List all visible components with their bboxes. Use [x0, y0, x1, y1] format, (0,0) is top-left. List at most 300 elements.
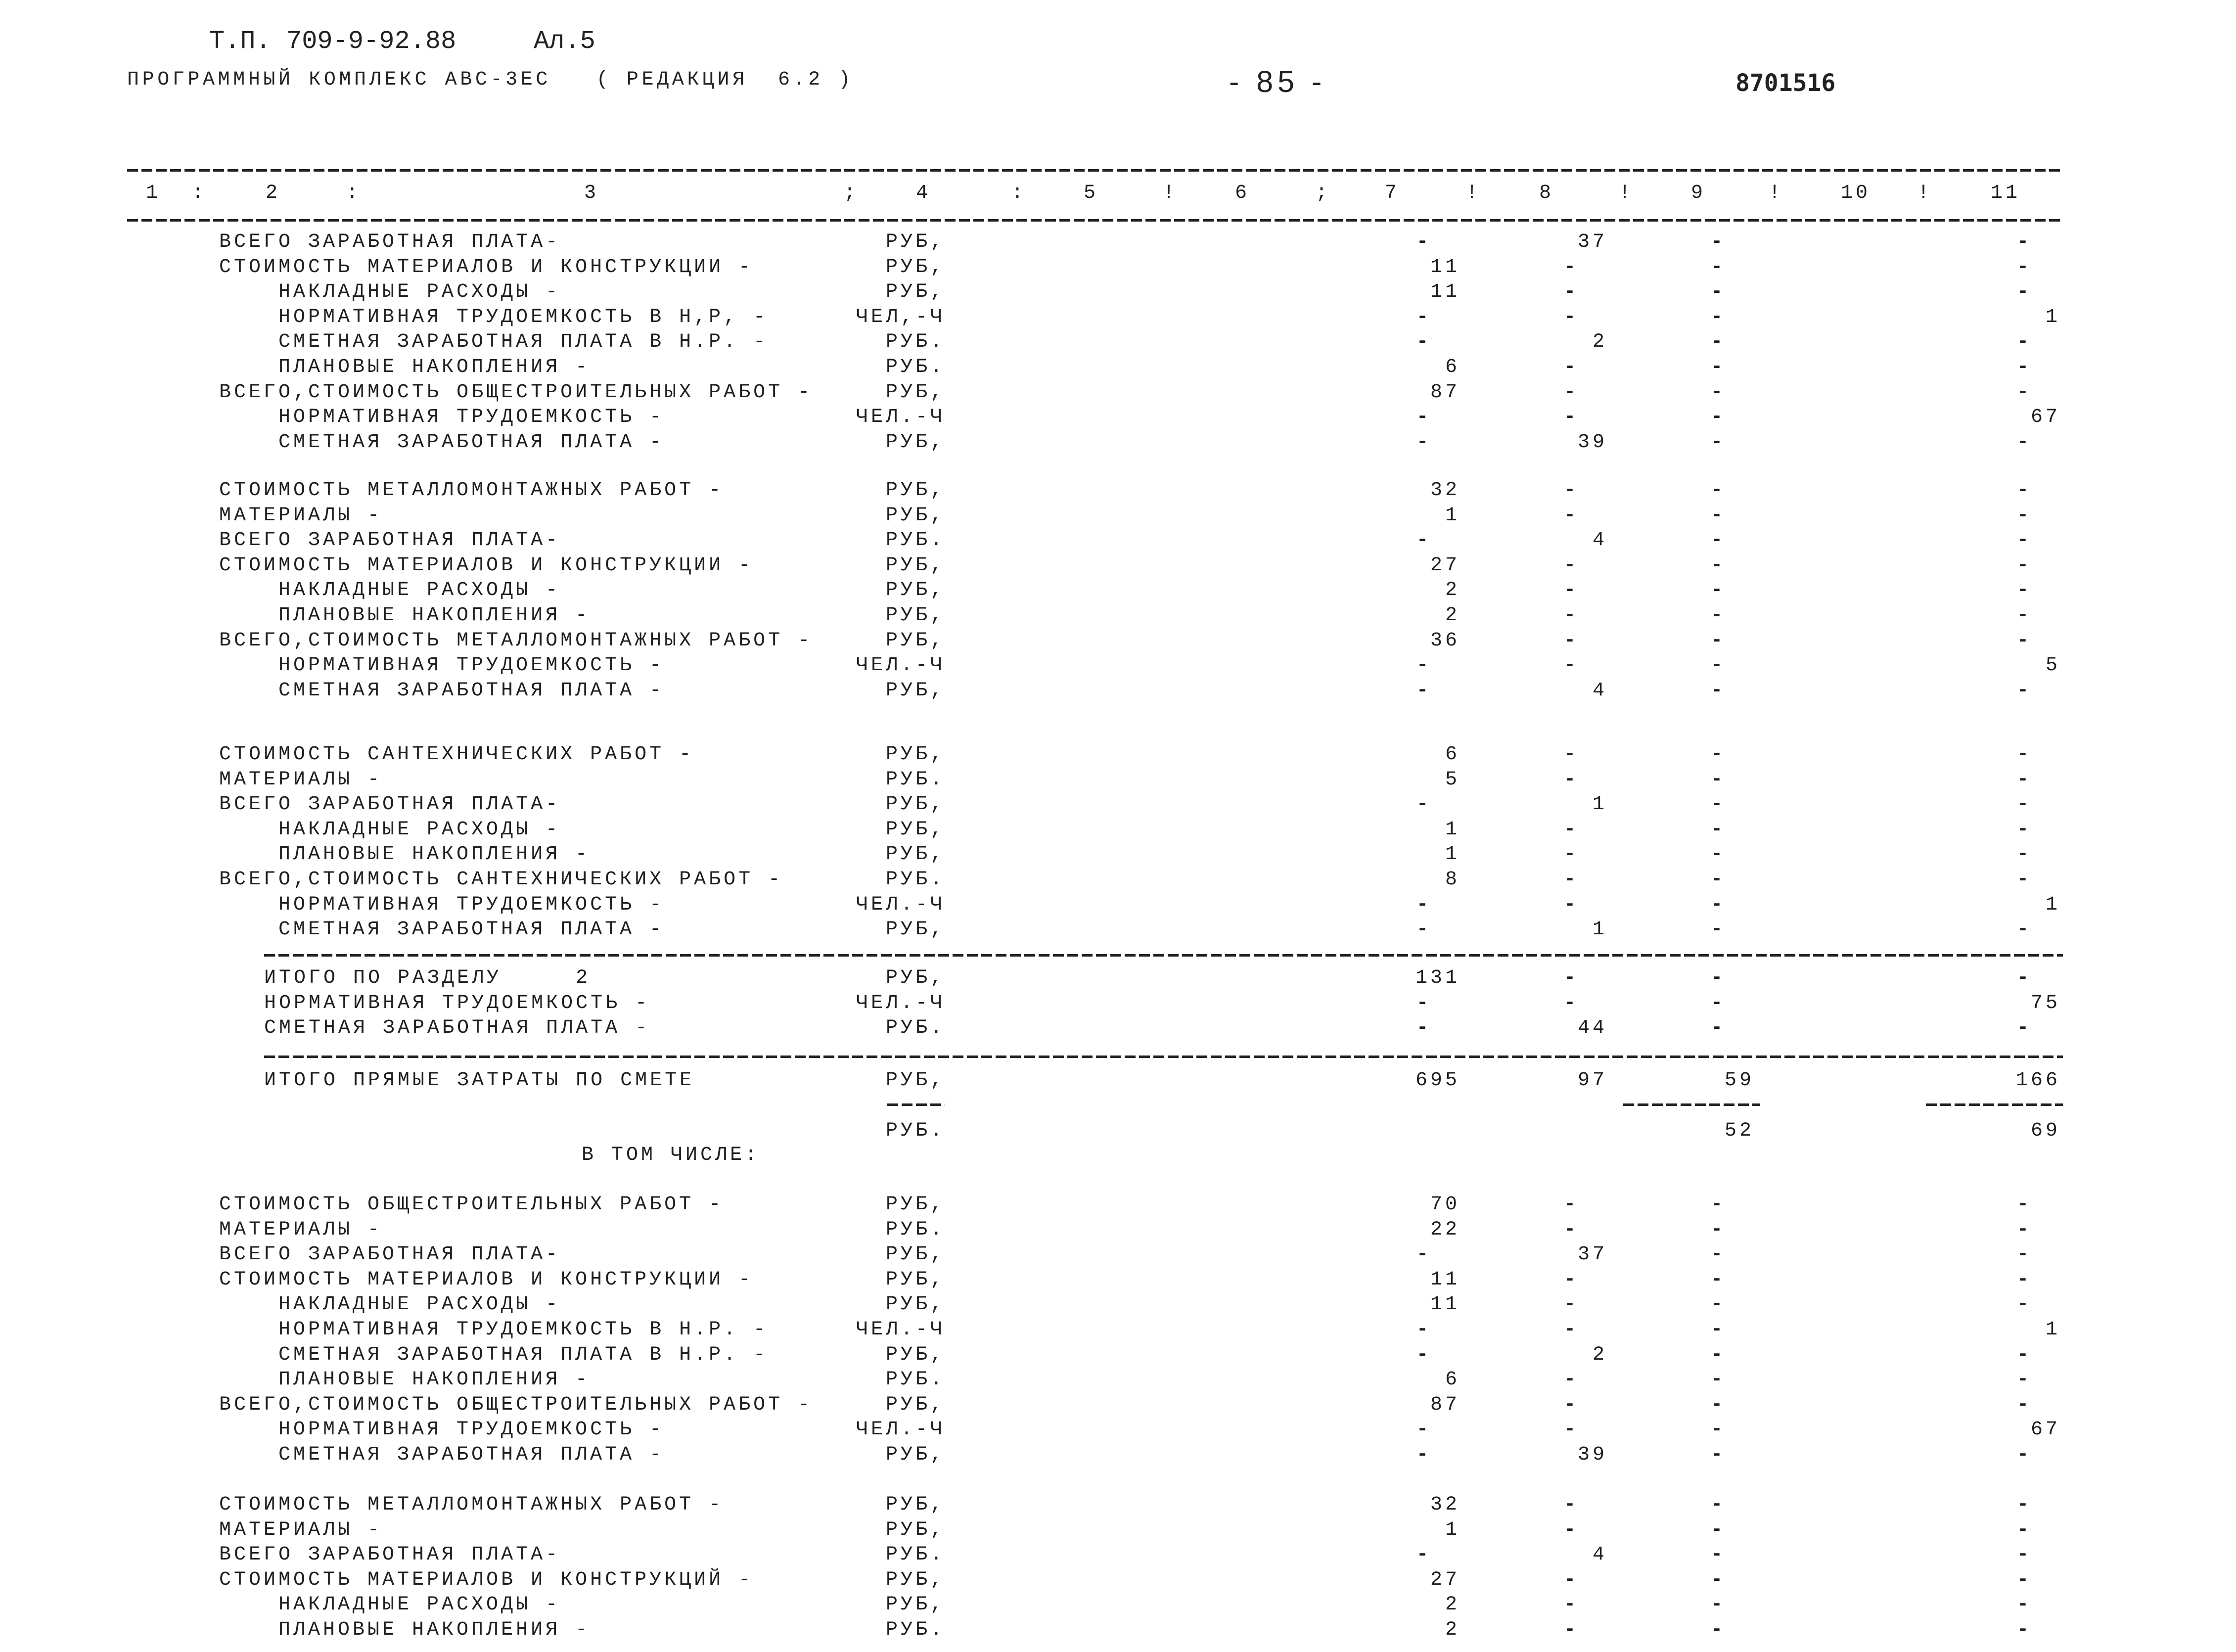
software-line: ПРОГРАММНЫЙ КОМПЛЕКС АВС-3ЕС ( РЕДАКЦИЯ 6.2 ): [127, 69, 854, 91]
row-unit: РУБ,: [885, 967, 945, 989]
col-7-value: 2: [1445, 1594, 1460, 1616]
col-8-value: -: [1563, 381, 1579, 404]
col-9-value: -: [1710, 479, 1726, 502]
row-unit: РУБ.: [885, 1618, 945, 1641]
col-8-value: -: [1563, 281, 1579, 304]
col-9-value: -: [1710, 604, 1726, 627]
table-row: [0, 1218, 2236, 1243]
col-11-value: -: [2016, 554, 2032, 577]
row-unit: РУБ,: [885, 281, 945, 304]
col-9-value: -: [1710, 504, 1726, 527]
row-unit: ЧЕЛ.-Ч: [856, 1318, 945, 1341]
col-8-value: -: [1563, 356, 1579, 378]
table-row: [0, 1368, 2236, 1393]
col-9-value: -: [1710, 992, 1726, 1014]
column-number-5: 5: [1084, 182, 1099, 204]
col-8-value: -: [1563, 992, 1579, 1014]
col-9-value: -: [1710, 1568, 1726, 1591]
col-9-value: -: [1710, 843, 1726, 866]
row-unit: РУБ,: [885, 1343, 945, 1366]
col-9-value: -: [1710, 967, 1726, 989]
col-9-value: -: [1710, 1268, 1726, 1291]
col-8-value: -: [1563, 818, 1579, 841]
row-unit: РУБ,: [885, 793, 945, 816]
col-9-value: -: [1710, 918, 1726, 941]
col-11-value: 1: [2045, 306, 2060, 328]
col-11-value: -: [2016, 431, 2032, 454]
table-row: [0, 280, 2236, 305]
row-label: СМЕТНАЯ ЗАРАБОТНАЯ ПЛАТА В Н.Р. -: [278, 331, 769, 354]
table-row: [0, 966, 2236, 991]
table-row: [0, 478, 2236, 504]
table-row: [0, 679, 2236, 704]
col-11-value: -: [2016, 579, 2032, 602]
col-8-value: 1: [1592, 918, 1607, 941]
header-bottom-rule: [127, 219, 2063, 222]
column-separator: !: [1619, 182, 1634, 204]
header-top-rule: [127, 169, 2063, 172]
col-11-value: -: [2016, 679, 2032, 702]
col-7-value: -: [1416, 1419, 1431, 1441]
col-11-value: -: [2016, 504, 2032, 527]
row-label: НОРМАТИВНАЯ ТРУДОЕМКОСТЬ -: [278, 406, 665, 429]
row-label: СТОИМОСТЬ МЕТАЛЛОМОНТАЖНЫХ РАБОТ -: [219, 479, 724, 502]
column-separator: :: [346, 182, 362, 204]
col-9-value: -: [1710, 1369, 1726, 1391]
row-unit: РУБ.: [885, 868, 945, 891]
col-9-value: -: [1710, 893, 1726, 916]
column-separator: !: [1917, 182, 1933, 204]
col-11-value: -: [2016, 768, 2032, 791]
row-label: СТОИМОСТЬ МАТЕРИАЛОВ И КОНСТРУКЦИЙ -: [219, 1568, 754, 1591]
col-8-value: -: [1563, 554, 1579, 577]
col-7-value: 2: [1445, 604, 1460, 627]
col-9-value: -: [1710, 331, 1726, 354]
col-9-value: -: [1710, 306, 1726, 328]
col-11-value: 1: [2045, 893, 2060, 916]
row-unit: РУБ,: [885, 1494, 945, 1516]
row-unit: РУБ,: [885, 818, 945, 841]
col-9-value: -: [1710, 529, 1726, 552]
col-9-value: -: [1710, 1494, 1726, 1516]
col-8-value: -: [1563, 1518, 1579, 1541]
row-unit: ЧЕЛ.-Ч: [856, 893, 945, 916]
col-8-value: -: [1563, 967, 1579, 989]
table-row: [0, 380, 2236, 406]
row-unit: РУБ,: [885, 554, 945, 577]
col-8-value: -: [1563, 768, 1579, 791]
col-7-value: 6: [1445, 1369, 1460, 1391]
col-7-value: 36: [1430, 629, 1460, 652]
table-row: [0, 768, 2236, 793]
row-unit: РУБ,: [885, 256, 945, 278]
row-unit: РУБ,: [885, 231, 945, 253]
col-8-value: -: [1563, 1419, 1579, 1441]
block-metal-installation-included: [0, 1493, 2236, 1643]
col-8-value: 1: [1592, 793, 1607, 816]
row-label: НАКЛАДНЫЕ РАСХОДЫ -: [278, 1594, 561, 1616]
col-7-value: 1: [1445, 818, 1460, 841]
column-separator: :: [1011, 182, 1027, 204]
col-11-value: 67: [2030, 1419, 2060, 1441]
row-unit: РУБ.: [885, 1369, 945, 1391]
table-row: [0, 893, 2236, 918]
col-11-value: -: [2016, 1017, 2032, 1040]
row-unit: РУБ,: [885, 1443, 945, 1466]
col-8-value: -: [1563, 1318, 1579, 1341]
col-7-value: 6: [1445, 743, 1460, 766]
col-11-value: -: [2016, 331, 2032, 354]
row-label: СТОИМОСТЬ МАТЕРИАЛОВ И КОНСТРУКЦИИ -: [219, 554, 754, 577]
col-7-value: -: [1416, 1443, 1431, 1466]
col-8-value: -: [1563, 504, 1579, 527]
col-7-value: -: [1416, 793, 1431, 816]
row-label: ПЛАНОВЫЕ НАКОПЛЕНИЯ -: [278, 1369, 591, 1391]
row-unit: РУБ,: [885, 1069, 945, 1092]
table-row: [0, 818, 2236, 843]
col-11-value: -: [2016, 1268, 2032, 1291]
album-number: Ал.5: [534, 27, 595, 56]
row-label: СТОИМОСТЬ САНТЕХНИЧЕСКИХ РАБОТ -: [219, 743, 694, 766]
col-7-value: 2: [1445, 1618, 1460, 1641]
col-11-value: -: [2016, 356, 2032, 378]
col-8-value: -: [1563, 1293, 1579, 1316]
col-9-value: -: [1710, 743, 1726, 766]
row-label: СМЕТНАЯ ЗАРАБОТНАЯ ПЛАТА -: [264, 1017, 650, 1040]
col-8-value: -: [1563, 256, 1579, 278]
col-11-value: -: [2016, 1494, 2032, 1516]
table-row: [0, 1393, 2236, 1418]
row-label: НАКЛАДНЫЕ РАСХОДЫ -: [278, 1293, 561, 1316]
col-8-value: -: [1563, 1393, 1579, 1416]
col-9-value: -: [1710, 356, 1726, 378]
col-11-value: -: [2016, 381, 2032, 404]
row-unit: РУБ.: [885, 1017, 945, 1040]
col-8-value: -: [1563, 579, 1579, 602]
col-9-value: -: [1710, 1393, 1726, 1416]
table-row: [0, 742, 2236, 768]
table-row: [0, 528, 2236, 553]
col-8-value: -: [1563, 893, 1579, 916]
column-number-7: 7: [1385, 182, 1400, 204]
col-11-value: -: [2016, 281, 2032, 304]
col-11-value: -: [2016, 1343, 2032, 1366]
row-unit: РУБ,: [885, 1393, 945, 1416]
col-9-value: -: [1710, 679, 1726, 702]
col-11-value: -: [2016, 1218, 2032, 1241]
row-label: МАТЕРИАЛЫ -: [219, 768, 383, 791]
row-unit: РУБ.: [885, 356, 945, 378]
col-7-value: -: [1416, 331, 1431, 354]
col-7-value: -: [1416, 992, 1431, 1014]
direct-costs-rule: [264, 1055, 2063, 1058]
col-11-value: -: [2016, 479, 2032, 502]
row-label: НОРМАТИВНАЯ ТРУДОЕМКОСТЬ В Н,Р, -: [278, 306, 769, 328]
col-8-value: -: [1563, 1494, 1579, 1516]
col-11-value: -: [2016, 1618, 2032, 1641]
table-row: [0, 1543, 2236, 1568]
table-row: [0, 330, 2236, 355]
col-8-value: -: [1563, 406, 1579, 429]
col-9-value: -: [1710, 1218, 1726, 1241]
col-7-value: 6: [1445, 356, 1460, 378]
col-7-value: -: [1416, 231, 1431, 253]
block-general-works-continued: [0, 230, 2236, 455]
row-label: СМЕТНАЯ ЗАРАБОТНАЯ ПЛАТА В Н.Р. -: [278, 1343, 769, 1366]
row-unit: РУБ,: [885, 1243, 945, 1266]
row-label: ВСЕГО ЗАРАБОТНАЯ ПЛАТА-: [219, 1243, 561, 1266]
row-label: СТОИМОСТЬ МАТЕРИАЛОВ И КОНСТРУКЦИИ -: [219, 1268, 754, 1291]
col-8-value: -: [1563, 1193, 1579, 1216]
col-8-value: -: [1563, 1268, 1579, 1291]
col-7-value: 22: [1430, 1218, 1460, 1241]
row-label: МАТЕРИАЛЫ -: [219, 504, 383, 527]
row-unit: РУБ,: [885, 743, 945, 766]
col-9-value: -: [1710, 281, 1726, 304]
table-row: [0, 629, 2236, 654]
row-label: НОРМАТИВНАЯ ТРУДОЕМКОСТЬ -: [278, 1419, 665, 1441]
row-unit: РУБ,: [885, 679, 945, 702]
col-8-value: 44: [1577, 1017, 1607, 1040]
col-8-value: 37: [1577, 1243, 1607, 1266]
col-7-value: -: [1416, 431, 1431, 454]
row-label: НОРМАТИВНАЯ ТРУДОЕМКОСТЬ В Н.Р. -: [278, 1318, 769, 1341]
table-row: [0, 991, 2236, 1016]
row-unit: ЧЕЛ.-Ч: [856, 992, 945, 1014]
col-7-value: -: [1416, 679, 1431, 702]
row-label: МАТЕРИАЛЫ -: [219, 1218, 383, 1241]
col-9-value: -: [1710, 1618, 1726, 1641]
col-9-value: 52: [1724, 1120, 1754, 1142]
table-row: [0, 1493, 2236, 1518]
col-11-value: 5: [2045, 654, 2060, 677]
row-unit: ЧЕЛ.-Ч: [856, 654, 945, 677]
table-row: [0, 792, 2236, 818]
row-label: ВСЕГО ЗАРАБОТНАЯ ПЛАТА-: [219, 793, 561, 816]
column-separator: ;: [1316, 182, 1331, 204]
block-section-total: [0, 966, 2236, 1041]
col-11-value: -: [2016, 868, 2032, 891]
col-9-value: -: [1710, 1193, 1726, 1216]
table-row: [0, 1418, 2236, 1443]
row-unit: ЧЕЛ.-Ч: [856, 406, 945, 429]
column-number-9: 9: [1691, 182, 1706, 204]
col-11-value: -: [2016, 256, 2032, 278]
col-7-value: 32: [1430, 1494, 1460, 1516]
row-unit: ЧЕЛ,-Ч: [856, 306, 945, 328]
col-11-value: -: [2016, 1594, 2032, 1616]
column-separator: !: [1769, 182, 1784, 204]
row-label: НОРМАТИВНАЯ ТРУДОЕМКОСТЬ -: [264, 992, 650, 1014]
col-8-value: -: [1563, 1618, 1579, 1641]
row-unit: РУБ,: [885, 431, 945, 454]
row-unit: РУБ,: [885, 381, 945, 404]
table-row: [0, 1568, 2236, 1593]
col-7-value: -: [1416, 406, 1431, 429]
row-label: НАКЛАДНЫЕ РАСХОДЫ -: [278, 281, 561, 304]
col-11-value: -: [2016, 843, 2032, 866]
column-number-11: 11: [1991, 182, 2021, 204]
row-label: МАТЕРИАЛЫ -: [219, 1518, 383, 1541]
table-row: [0, 1318, 2236, 1343]
col-9-underline-rule: [1623, 1103, 1760, 1106]
column-number-3: 3: [584, 182, 599, 204]
row-label: НАКЛАДНЫЕ РАСХОДЫ -: [278, 818, 561, 841]
row-label: СМЕТНАЯ ЗАРАБОТНАЯ ПЛАТА -: [278, 1443, 665, 1466]
table-row: [0, 1518, 2236, 1543]
column-separator: !: [1466, 182, 1481, 204]
col-9-value: -: [1710, 1544, 1726, 1566]
col-9-value: -: [1710, 1518, 1726, 1541]
unit-underline-rule: [887, 1103, 945, 1106]
column-separator: :: [192, 182, 207, 204]
col-11-value: 67: [2030, 406, 2060, 429]
row-label: СТОИМОСТЬ МАТЕРИАЛОВ И КОНСТРУКЦИИ -: [219, 256, 754, 278]
col-7-value: 8: [1445, 868, 1460, 891]
col-8-value: -: [1563, 1568, 1579, 1591]
block-direct-costs-total: [0, 1068, 2236, 1094]
row-label: ИТОГО ПО РАЗДЕЛУ 2: [264, 967, 591, 989]
col-7-value: -: [1416, 1343, 1431, 1366]
col-11-value: -: [2016, 529, 2032, 552]
block-direct-costs-subtotal: [0, 1119, 2236, 1144]
col-9-value: -: [1710, 554, 1726, 577]
row-unit: РУБ,: [885, 1193, 945, 1216]
col-7-value: 70: [1430, 1193, 1460, 1216]
column-number-8: 8: [1539, 182, 1554, 204]
col-7-value: 1: [1445, 843, 1460, 866]
col-8-value: -: [1563, 843, 1579, 866]
col-8-value: 4: [1592, 1544, 1607, 1566]
table-row: [0, 578, 2236, 603]
col-7-value: 2: [1445, 579, 1460, 602]
col-9-value: -: [1710, 1318, 1726, 1341]
table-row: [0, 1193, 2236, 1218]
row-label: СТОИМОСТЬ МЕТАЛЛОМОНТАЖНЫХ РАБОТ -: [219, 1494, 724, 1516]
col-8-value: -: [1563, 868, 1579, 891]
col-7-value: 1: [1445, 1518, 1460, 1541]
row-label: СТОИМОСТЬ ОБЩЕСТРОИТЕЛЬНЫХ РАБОТ -: [219, 1193, 724, 1216]
block-metal-installation: [0, 478, 2236, 703]
col-7-value: -: [1416, 529, 1431, 552]
row-unit: РУБ,: [885, 629, 945, 652]
col-8-value: -: [1563, 479, 1579, 502]
row-unit: РУБ.: [885, 768, 945, 791]
col-11-value: 69: [2030, 1120, 2060, 1142]
row-label: ПЛАНОВЫЕ НАКОПЛЕНИЯ -: [278, 843, 591, 866]
col-7-value: -: [1416, 654, 1431, 677]
table-row: [0, 230, 2236, 255]
row-unit: РУБ.: [885, 1218, 945, 1241]
col-7-value: 11: [1430, 281, 1460, 304]
column-number-2: 2: [266, 182, 281, 204]
col-9-value: -: [1710, 431, 1726, 454]
col-11-value: -: [2016, 818, 2032, 841]
row-label: ВСЕГО,СТОИМОСТЬ ОБЩЕСТРОИТЕЛЬНЫХ РАБОТ -: [219, 381, 813, 404]
col-9-value: -: [1710, 231, 1726, 253]
row-label: ВСЕГО,СТОИМОСТЬ ОБЩЕСТРОИТЕЛЬНЫХ РАБОТ -: [219, 1393, 813, 1416]
column-number-10: 10: [1841, 182, 1871, 204]
table-row: [0, 1016, 2236, 1041]
col-9-value: -: [1710, 629, 1726, 652]
col-8-value: -: [1563, 1218, 1579, 1241]
col-7-value: -: [1416, 918, 1431, 941]
row-label: СМЕТНАЯ ЗАРАБОТНАЯ ПЛАТА -: [278, 918, 665, 941]
row-unit: РУБ,: [885, 604, 945, 627]
col-9-value: -: [1710, 406, 1726, 429]
table-row: [0, 1343, 2236, 1368]
row-unit: РУБ.: [885, 1544, 945, 1566]
col-11-value: -: [2016, 1193, 2032, 1216]
col-7-value: 27: [1430, 554, 1460, 577]
col-9-value: -: [1710, 1419, 1726, 1441]
col-9-value: -: [1710, 1343, 1726, 1366]
row-unit: РУБ.: [885, 1120, 945, 1142]
col-11-value: -: [2016, 1293, 2032, 1316]
row-unit: РУБ,: [885, 1293, 945, 1316]
col-8-value: -: [1563, 743, 1579, 766]
col-11-underline-rule: [1926, 1103, 2063, 1106]
col-7-value: -: [1416, 1318, 1431, 1341]
col-7-value: -: [1416, 1243, 1431, 1266]
col-7-value: 27: [1430, 1568, 1460, 1591]
col-11-value: 166: [2015, 1069, 2060, 1092]
table-row: [0, 842, 2236, 868]
col-11-value: -: [2016, 1243, 2032, 1266]
col-7-value: 11: [1430, 256, 1460, 278]
row-label: ВСЕГО ЗАРАБОТНАЯ ПЛАТА-: [219, 1544, 561, 1566]
col-7-value: 87: [1430, 381, 1460, 404]
column-number-6: 6: [1235, 182, 1250, 204]
including-label: В ТОМ ЧИСЛЕ:: [582, 1144, 760, 1166]
table-row: [0, 1292, 2236, 1318]
row-unit: РУБ,: [885, 579, 945, 602]
row-label: ИТОГО ПРЯМЫЕ ЗАТРАТЫ ПО СМЕТЕ: [264, 1069, 695, 1092]
col-11-value: -: [2016, 1568, 2032, 1591]
col-9-value: -: [1710, 381, 1726, 404]
col-11-value: -: [2016, 793, 2032, 816]
table-row: [0, 1618, 2236, 1643]
col-8-value: -: [1563, 629, 1579, 652]
col-7-value: -: [1416, 1544, 1431, 1566]
document-number: 8701516: [1735, 69, 1836, 97]
table-row: [0, 405, 2236, 430]
col-8-value: 97: [1577, 1069, 1607, 1092]
col-8-value: -: [1563, 654, 1579, 677]
col-11-value: -: [2016, 918, 2032, 941]
col-11-value: -: [2016, 743, 2032, 766]
row-unit: РУБ,: [885, 918, 945, 941]
block-general-works-included: [0, 1193, 2236, 1468]
column-separator: !: [1163, 182, 1178, 204]
col-11-value: -: [2016, 1369, 2032, 1391]
row-label: НОРМАТИВНАЯ ТРУДОЕМКОСТЬ -: [278, 893, 665, 916]
col-7-value: -: [1416, 1017, 1431, 1040]
col-8-value: 4: [1592, 529, 1607, 552]
row-unit: РУБ.: [885, 529, 945, 552]
project-code: Т.П. 709-9-92.88: [209, 27, 456, 56]
table-row: [0, 1119, 2236, 1144]
col-11-value: 75: [2030, 992, 2060, 1014]
col-9-value: 59: [1724, 1069, 1754, 1092]
row-unit: ЧЕЛ.-Ч: [856, 1419, 945, 1441]
col-9-value: -: [1710, 793, 1726, 816]
table-row: [0, 603, 2236, 629]
table-row: [0, 918, 2236, 943]
row-unit: РУБ,: [885, 843, 945, 866]
col-7-value: 11: [1430, 1293, 1460, 1316]
col-9-value: -: [1710, 654, 1726, 677]
